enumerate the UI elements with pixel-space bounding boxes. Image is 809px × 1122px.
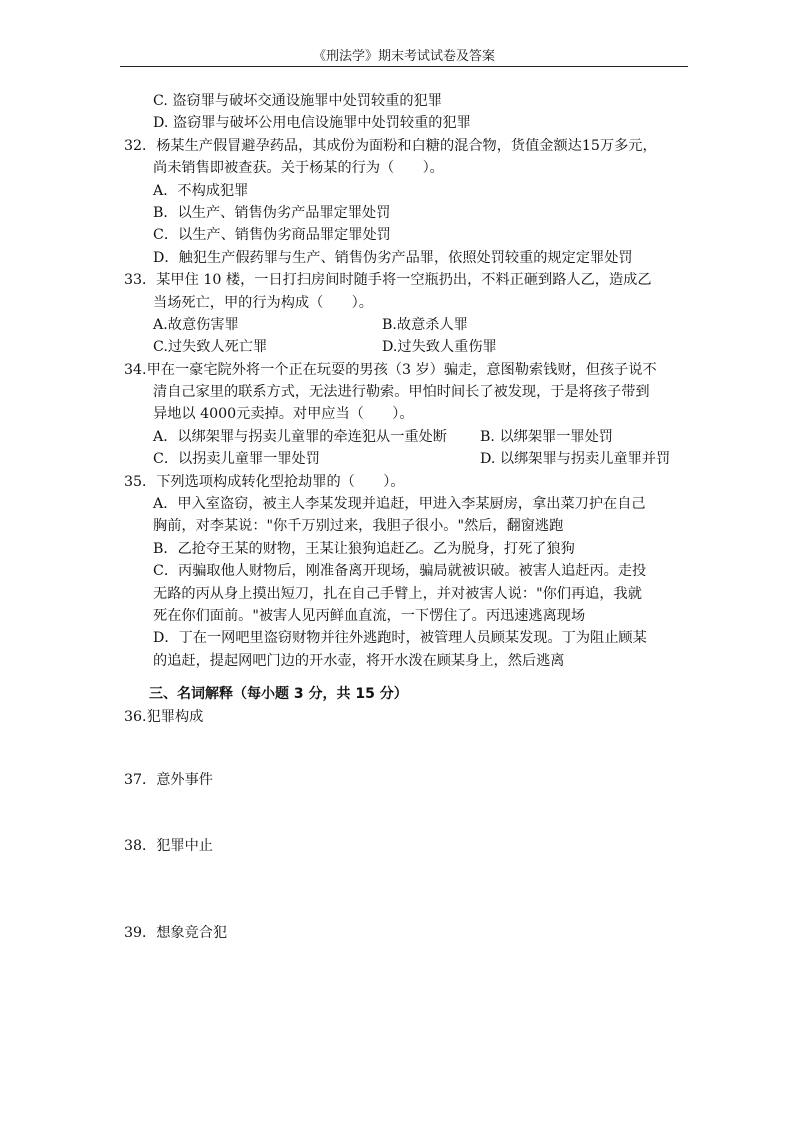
q32-option-d: D．触犯生产假药罪与生产、销售伪劣产品罪，依照处罚较重的规定定罪处罚 [153,249,633,266]
term-item: 38．犯罪中止 [124,838,213,855]
spacer [124,672,690,683]
exam-content [124,90,690,944]
q33-stem-line: 33．某甲住 10 楼，一日打扫房间时随手将一空瓶扔出，不料正砸到路人乙，造成乙 [124,272,652,289]
section-title: 三、名词解释（每小题 3 分，共 15 分） [149,686,408,703]
q35-option-line: D．丁在一网吧里盗窃财物并往外逃跑时，被管理人员顾某发现。丁为阻止顾某 [153,630,647,647]
q35-option-line: B．乙抢夺王某的财物，王某让狼狗追赶乙。乙为脱身，打死了狼狗 [153,540,575,557]
q34-option-c: C．以拐卖儿童罪一罪处罚 [153,451,320,468]
q32-stem-line: 32．杨某生产假冒避孕药品，其成份为面粉和白糖的混合物，货值金额达15万多元， [124,137,657,154]
q35-option-line: A．甲入室盗窃，被主人李某发现并追赶，甲进入李某厨房，拿出菜刀护在自己 [153,496,646,513]
q35-option-line: C．丙骗取他人财物后，刚准备离开现场，骗局就被识破。被害人追赶丙。走投 [153,563,647,580]
term-item: 39．想象竞合犯 [124,924,228,941]
q33-stem-line: 当场死亡，甲的行为构成（ ）。 [153,294,373,311]
term-item: 37．意外事件 [124,771,213,788]
q32-stem-line: 尚未销售即被查获。关于杨某的行为（ ）。 [153,160,444,177]
q34-options-row [124,426,690,448]
q34-option-b: B. 以绑架罪一罪处罚 [480,428,613,445]
q34-option-a: A．以绑架罪与拐卖儿童罪的牵连犯从一重处断 [153,428,447,445]
q34-option-d: D. 以绑架罪与拐卖儿童罪并罚 [480,451,671,468]
q35-stem: 35．下列选项构成转化型抢劫罪的（ ）。 [124,473,405,490]
q35-option-line: 死在你们面前。"被害人见丙鲜血直流，一下愣住了。丙迅速逃离现场 [153,607,586,624]
q31-option-c: C. 盗窃罪与破坏交通设施罪中处罚较重的犯罪 [153,93,442,109]
q31-option-d: D. 盗窃罪与破坏公用电信设施罪中处罚较重的犯罪 [153,115,471,132]
term-item: 36.犯罪构成 [124,708,204,725]
q35-option-line: 的追赶，提起网吧门边的开水壶，将开水泼在顾某身上，然后逃离 [153,652,565,669]
q34-options-row [124,448,690,470]
q34-stem-line: 异地以 4000元卖掉。对甲应当（ ）。 [153,406,414,423]
q32-option-b: B．以生产、销售伪劣产品罪定罪处罚 [153,204,391,221]
q34-stem-line: 34.甲在一豪宅院外将一个正在玩耍的男孩（3 岁）骗走，意图勒索钱财，但孩子说不 [124,361,657,378]
q33-options-row [124,314,690,336]
page-header-title: 《刑法学》期末考试试卷及答案 [312,49,495,64]
q33-option-a: A.故意伤害罪 [153,316,239,333]
q33-options-row [124,336,690,358]
q33-option-c: C.过失致人死亡罪 [153,339,268,356]
q33-option-d: D.过失致人重伤罪 [382,339,497,356]
q33-option-b: B.故意杀人罪 [382,316,468,333]
q34-stem-line: 清自己家里的联系方式，无法进行勒索。甲怕时间长了被发现，于是将孩子带到 [153,384,650,401]
q35-option-line: 胸前，对李某说："你千万别过来，我胆子很小。"然后，翻窗逃跑 [153,518,564,535]
header-divider [120,66,688,67]
q35-option-line: 无路的丙从身上摸出短刀，扎在自己手臂上，并对被害人说："你们再追，我就 [153,585,642,602]
q32-option-c: C．以生产、销售伪劣商品罪定罪处罚 [153,227,391,244]
q32-option-a: A．不构成犯罪 [153,182,249,199]
